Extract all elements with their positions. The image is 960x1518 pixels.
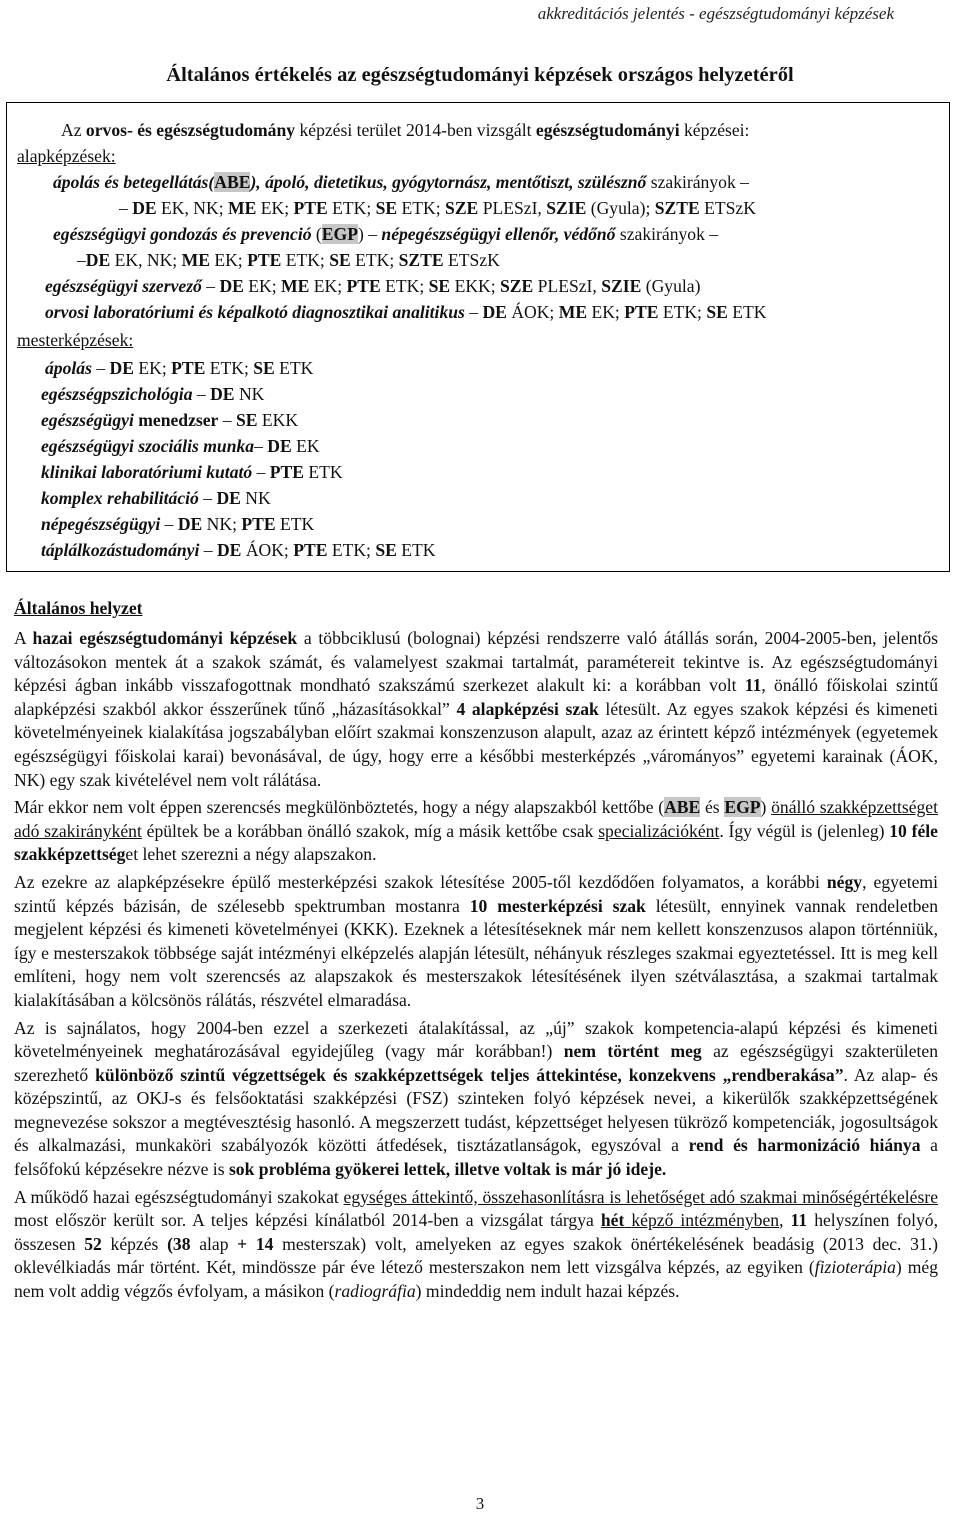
master-health-psychology: egészségpszichológia – DE NK (41, 384, 265, 404)
abe-line: ápolás és betegellátás(ABE), ápoló, dietetikus, gyógytornász, mentőtiszt, szülésznő szakirányok – (53, 172, 749, 192)
paragraph: A működő hazai egészségtudományi szakokat egységes áttekintő, összehasonlításra is lehetőséget adó szakmai minőségértékelésre most először került sor. A teljes képzési kínálatból 2014-ben a vizsgálat tárgya hét képző intézményben, 11 helyszínen folyó, összesen 52 képzés (38 alap + 14 mesterszak) volt, amelyeken az egyes szakok önértékelésének beadásig (2013 dec. 31.) oklevélkiadás már történt. Két, mindössze pár éve létező mesterszakon nem lett vizsgálva képzés, az egyiken (fizioterápia) még nem volt addig végzős évfolyam, a másikon (radiográfia) mindeddig nem indult hazai képzés. (14, 1186, 939, 1302)
organizer-line: egészségügyi szervező – DE EK; ME EK; PTE ETK; SE EKK; SZE PLESzI, SZIE (Gyula) (45, 276, 701, 296)
master-clinical-lab: klinikai laboratóriumi kutató – PTE ETK (41, 462, 343, 482)
egp-institutions: –DE EK, NK; ME EK; PTE ETK; SE ETK; SZTE ETSzK (77, 250, 500, 270)
running-header: akkreditációs jelentés - egészségtudományi képzések (537, 4, 894, 23)
master-rehabilitation: komplex rehabilitáció – DE NK (41, 488, 271, 508)
paragraph: Az ezekre az alapképzésekre épülő mesterképzési szakok létesítése 2005-től kezdődően folyamatos, a korábbi négy, egyetemi szintű képzés bázisán, de szélesebb spektrumban mostanra 10 mesterképzési szak létesült, ennyinek vannak rendeletben megjelent képzési és kimeneti követelményei (KKK). Ezeknek a létesítéseknek már nem kellett konszenzusos alapon történniük, így e mesterszakok többsége saját intézményi elképzelés alapján létesült, néhányuk részleges szakmai egyeztetéssel. Itt is meg kell említeni, hogy nem volt szerencsés az alapszakok és mesterszakok létesítésének ilyen szétválasztása, a szakmai tartalmak kialakításában a kölcsönös rálátás, részvétel elmaradása. (14, 871, 938, 1010)
paragraph: A hazai egészségtudományi képzések a többciklusú (bolognai) képzési rendszerre való átállás során, 2004-2005-ben, jelentős változásokon mentek át a szakok számát, és valamelyest szakmai tartalmát, paramétereit tekintve is. Az egészségtudományi képzési ágban inkább visszafogottnak mondható szakszámú szerkezet alakult ki: a korábban volt 11, önálló főiskolai szintű alapképzési szakból akkor ésszerűnek tűnő „házasításokkal” 4 alapképzési szak létesült. Az egyes szakok képzési és kimeneti követelményeinek kialakítása jogszabályban előírt szakmai konszenzuson alapult, azaz az érintett képző intézmények (egyetemek egészségügyi főiskolai karai) bevonásával, de úgy, hogy erre a későbbi mesterképzés „várományos” egyetemi karainak (ÁOK, NK) egy szak kivételével nem volt rálátása. (14, 628, 938, 790)
master-public-health: népegészségügyi – DE NK; PTE ETK (41, 514, 315, 534)
master-health-manager: egészségügyi menedzser – SE EKK (41, 410, 299, 430)
bachelor-label: alapképzések: (17, 146, 116, 166)
egp-line: egészségügyi gondozás és prevenció (EGP) – népegészségügyi ellenőr, védőnő szakirányok – (53, 224, 719, 244)
program-overview-box (6, 102, 950, 572)
abe-institutions: – DE EK, NK; ME EK; PTE ETK; SE ETK; SZE PLESzI, SZIE (Gyula); SZTE ETSzK (119, 198, 756, 218)
paragraph: Már ekkor nem volt éppen szerencsés megkülönböztetés, hogy a négy alapszakból kettőbe (ABE és EGP) önálló szakképzettséget adó szakirányként épültek be a korábban önálló szakok, míg a másik kettőbe csak specializációként. Így végül is (jelenleg) 10 féle szakképzettséget lehet szerezni a négy alapszakon. (14, 797, 939, 865)
lab-analyst-line: orvosi laboratóriumi és képalkotó diagnosztikai analitikus – DE ÁOK; ME EK; PTE ETK; SE ETK (45, 302, 767, 322)
section-title: Általános helyzet (14, 598, 143, 618)
master-label: mesterképzések: (17, 330, 134, 350)
master-social-work: egészségügyi szociális munka– DE EK (41, 436, 320, 456)
master-nursing: ápolás – DE EK; PTE ETK; SE ETK (45, 358, 314, 378)
intro-line: Az orvos- és egészségtudomány képzési terület 2014-ben vizsgált egészségtudományi képzései: (61, 120, 750, 140)
body-text (14, 627, 938, 1308)
master-nutrition: táplálkozástudományi – DE ÁOK; PTE ETK; SE ETK (41, 540, 436, 560)
page-number: 3 (475, 1494, 485, 1513)
paragraph: Az is sajnálatos, hogy 2004-ben ezzel a szerkezeti átalakítással, az „új” szakok kompetencia-alapú képzési és kimeneti követelményeinek meghatározásával egyidejűleg (vagy már korábban!) nem történt meg az egészségügyi szakterületen szerezhető különböző szintű végzettségek és szakképzettségek teljes áttekintése, konzekvens „rendberakása”. Az alap- és középszintű, az OKJ-s és felsőoktatási szakképzési (FSZ) szinteken folyó képzések nevei, a kikerülők szakképzettségének megnevezése sokszor a megtévesztésig hasonló. A megszerzett tudást, képzettséget helyesen tükröző kompetenciák, jogosultságok és alkalmazási, munkaköri szabályozók közötti átfedések, tisztázatlanságok, egyszóval a rend és harmonizáció hiánya a felsőfokú képzésekre nézve is sok probléma gyökerei lettek, illetve voltak is már jó ideje. (14, 1017, 939, 1180)
page-title: Általános értékelés az egészségtudományi képzések országos helyzetéről (166, 64, 794, 86)
